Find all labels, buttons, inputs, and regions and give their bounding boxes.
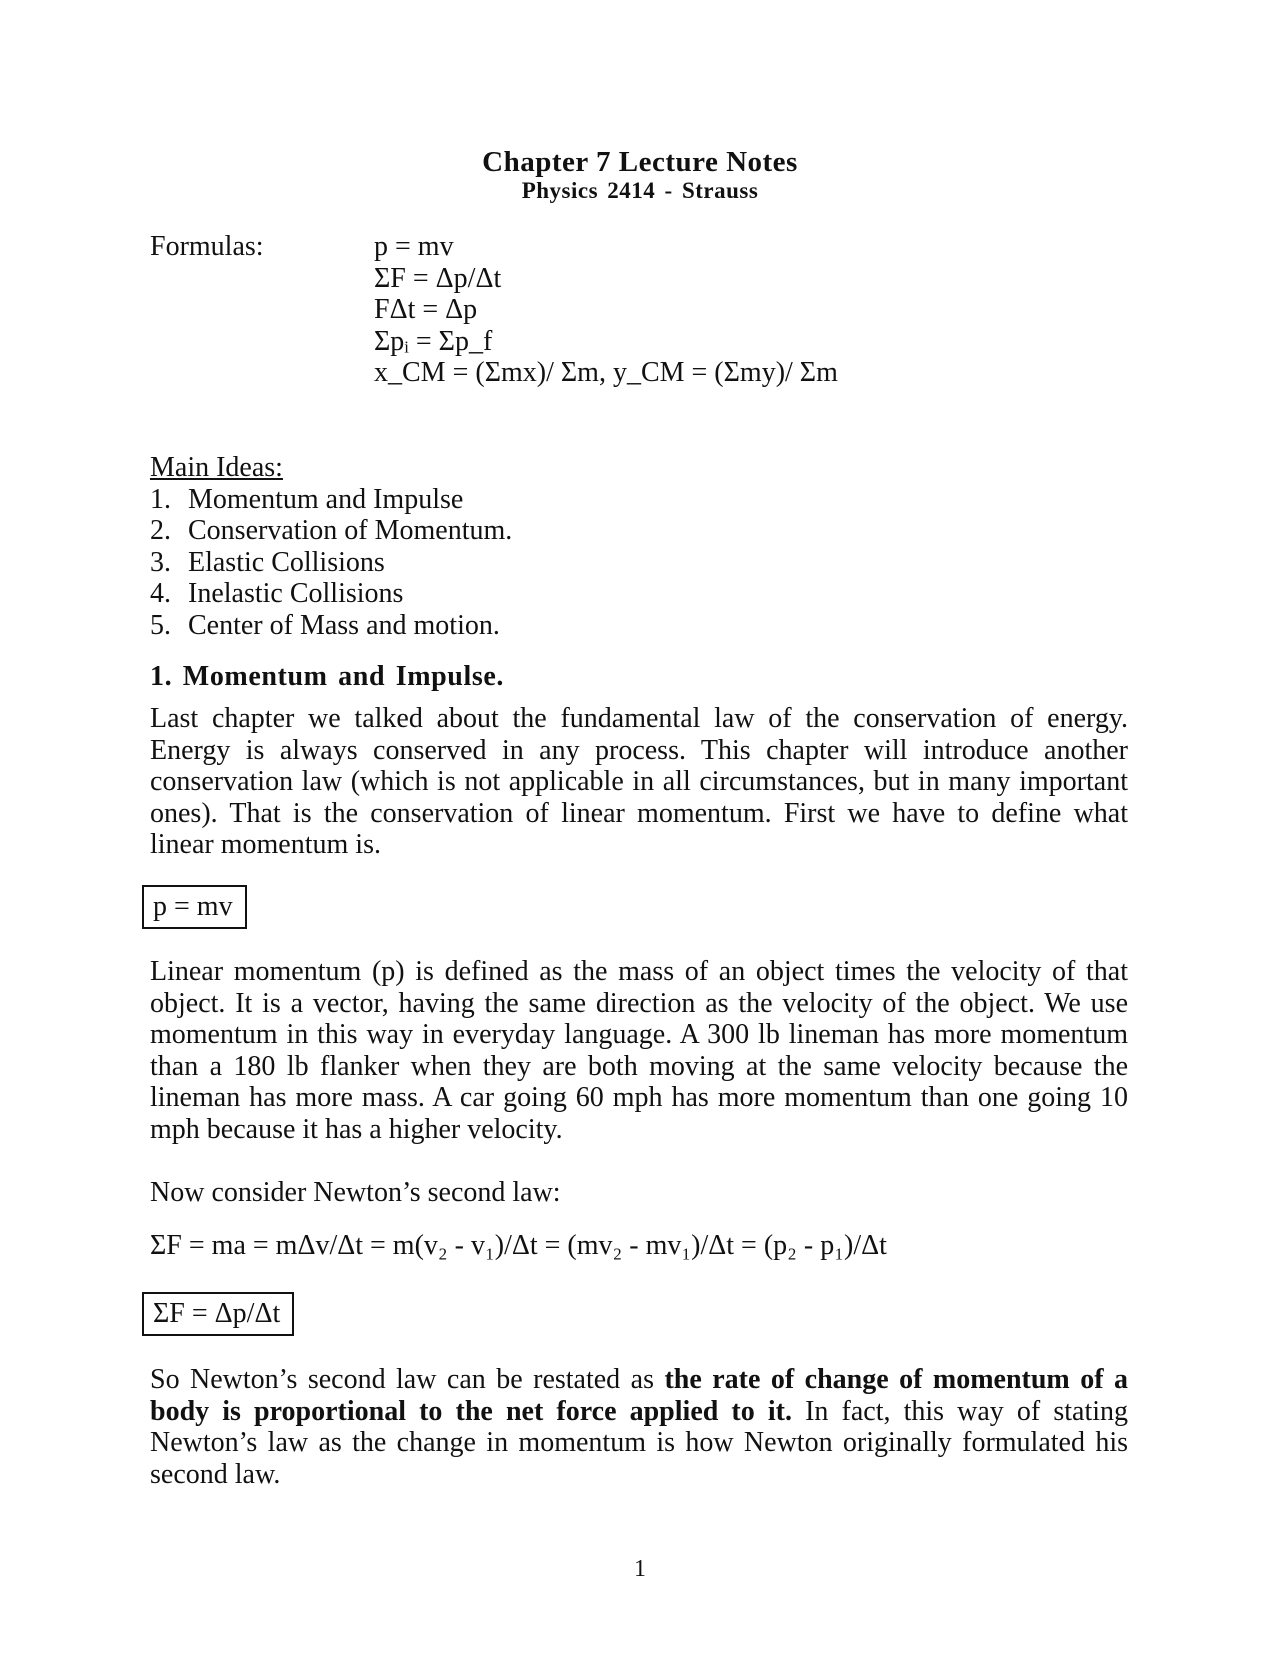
formula-net-force: ΣF = Δp/Δt — [374, 262, 502, 294]
main-ideas — [150, 452, 512, 641]
newton-derivation-equation: ΣF = ma = mΔv/Δt = m(v₂ - v₁)/Δt = (mv₂ - mv₁)/Δt = (p₂ - p₁)/Δt — [150, 1230, 887, 1261]
boxed-formula-momentum: p = mv — [142, 885, 247, 929]
paragraph-intro: Last chapter we talked about the fundamental law of the conservation of energy. Energy is always conserved in any process. This chapter will introduce another conservation law (which is not applicable in all circumstances, but in many important ones). That is the conservation of linear momentum. First we have to define what linear momentum is. — [150, 703, 1128, 860]
bold-statement: the rate of change of momentum of a body is proportional to the net force applied to it. — [150, 1364, 1128, 1427]
list-item: 1. Momentum and Impulse — [150, 483, 464, 515]
paragraph-momentum-definition: Linear momentum (p) is defined as the mass of an object times the velocity of that object. It is a vector, having the same direction as the velocity of the object. We use momentum in this way in everyday language. A 300 lb lineman has more momentum than a 180 lb flanker when they are both moving at the same velocity because the lineman has more mass. A car going 60 mph has more momentum than one going 10 mph because it has a higher velocity. — [150, 956, 1128, 1145]
formula-impulse: FΔt = Δp — [374, 294, 478, 325]
boxed-formula-net-force: ΣF = Δp/Δt — [142, 1292, 294, 1336]
page-number: 1 — [634, 1556, 646, 1582]
formula-momentum: p = mv — [374, 231, 454, 262]
paragraph-newton-restated: So Newton’s second law can be restated as the rate of change of momentum of a body is proportional to the net force applied to it. In fact, this way of stating Newton’s law as the change in momentum is how Newton originally formulated his second law. — [150, 1364, 1128, 1490]
list-item: 5. Center of Mass and motion. — [150, 609, 500, 641]
section-heading: 1. Momentum and Impulse. — [150, 661, 504, 692]
list-item: 4. Inelastic Collisions — [150, 578, 404, 609]
paragraph-newton-intro: Now consider Newton’s second law: — [150, 1177, 561, 1208]
formulas-label: Formulas: — [150, 231, 264, 262]
main-ideas-heading: Main Ideas: — [150, 452, 283, 483]
list-item: 2. Conservation of Momentum. — [150, 515, 513, 546]
page-subtitle: Physics 2414 - Strauss — [521, 178, 759, 203]
formula-conservation: Σpᵢ = Σp_f — [374, 325, 493, 357]
page-title: Chapter 7 Lecture Notes — [482, 146, 798, 178]
list-item: 3. Elastic Collisions — [150, 546, 385, 578]
formula-center-of-mass: x_CM = (Σmx)/ Σm, y_CM = (Σmy)/ Σm — [374, 357, 838, 388]
formula-list — [374, 231, 838, 389]
